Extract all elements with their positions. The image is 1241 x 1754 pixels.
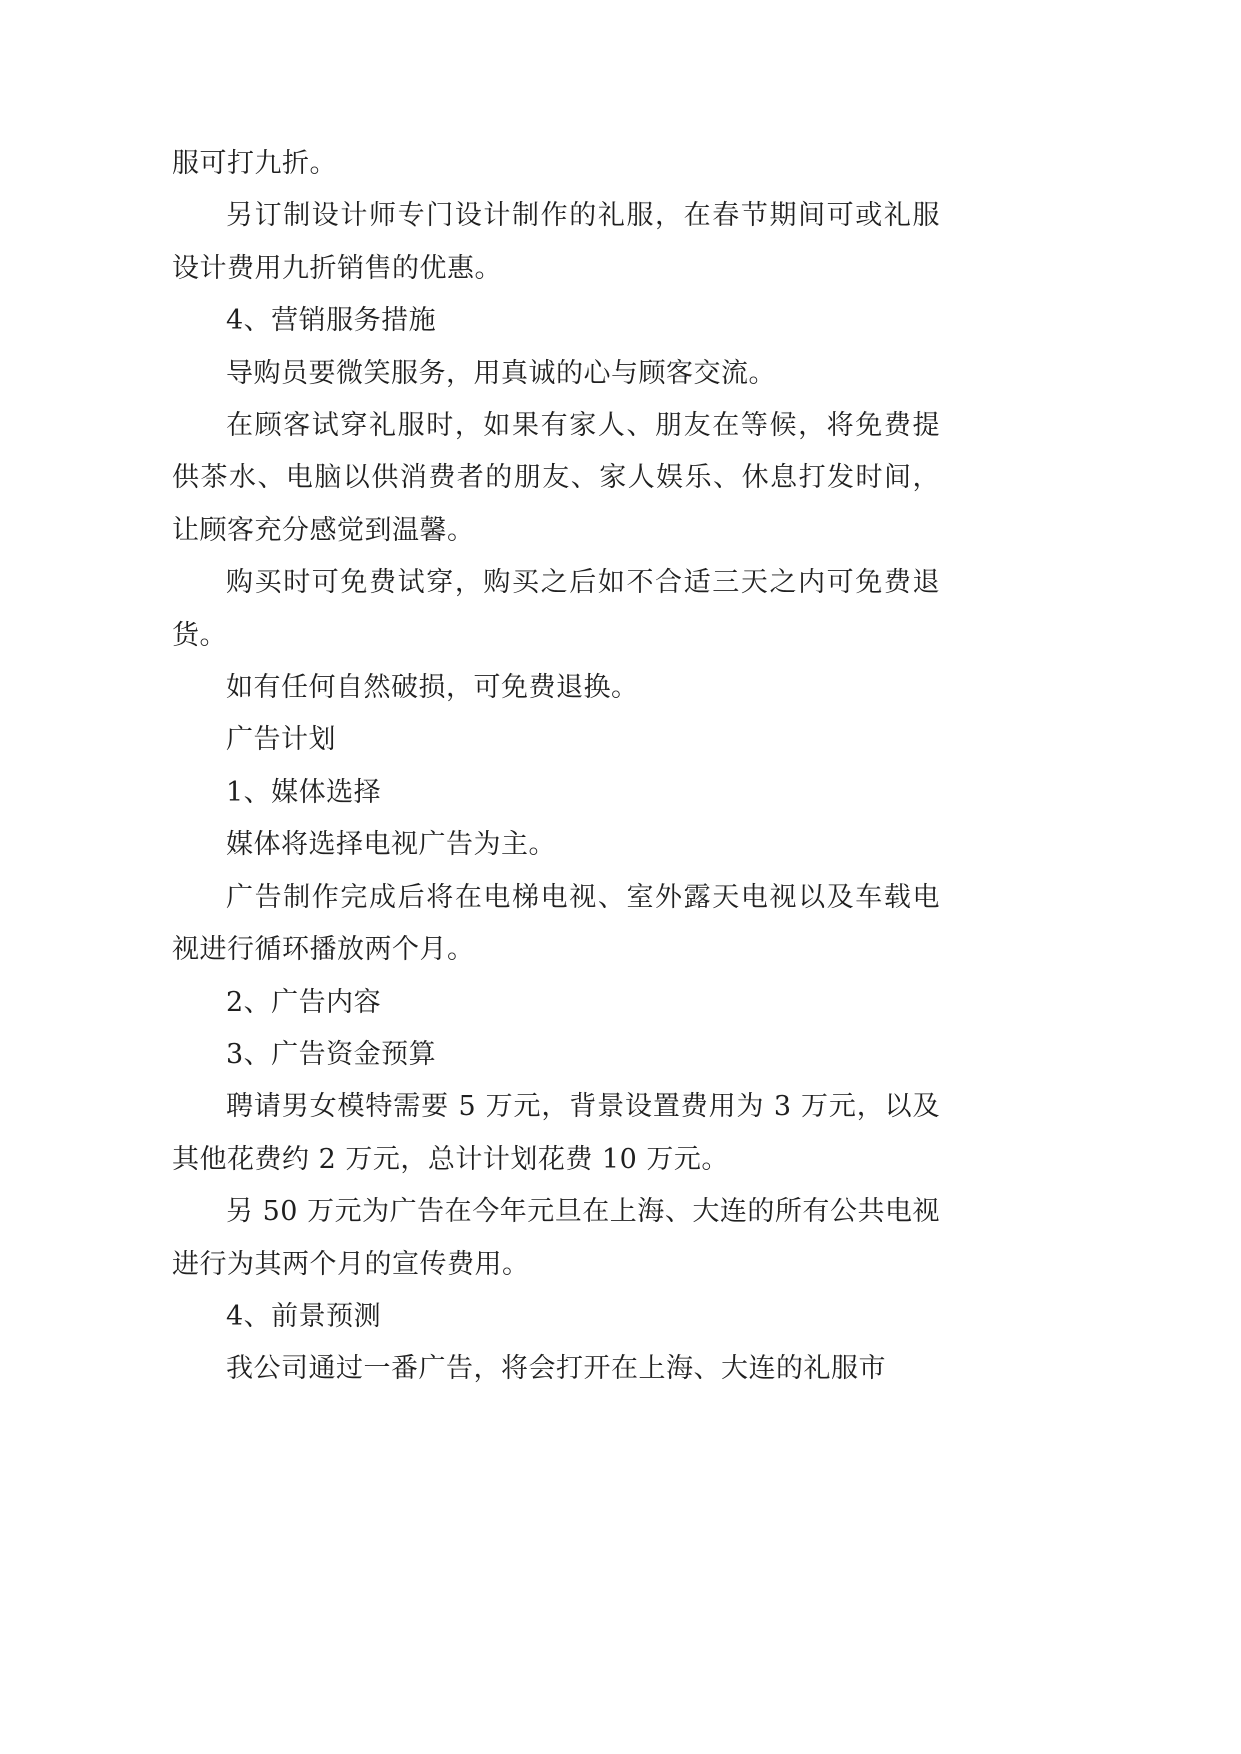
paragraph: 在顾客试穿礼服时，如果有家人、朋友在等候，将免费提供茶水、电脑以供消费者的朋友、家人娱乐、休息打发时间，让顾客充分感觉到温馨。 bbox=[172, 410, 940, 546]
section-heading: 1、媒体选择 bbox=[226, 776, 382, 808]
paragraph: 如有任何自然破损，可免费退换。 bbox=[226, 672, 639, 704]
paragraph: 导购员要微笑服务，用真诚的心与顾客交流。 bbox=[226, 357, 776, 389]
paragraph: 广告制作完成后将在电梯电视、室外露天电视以及车载电视进行循环播放两个月。 bbox=[172, 881, 940, 966]
document-body bbox=[172, 138, 940, 1396]
section-heading: 4、营销服务措施 bbox=[226, 305, 437, 337]
section-heading: 2、广告内容 bbox=[226, 986, 382, 1018]
paragraph: 我公司通过一番广告，将会打开在上海、大连的礼服市 bbox=[226, 1353, 886, 1385]
section-heading: 4、前景预测 bbox=[226, 1300, 382, 1332]
paragraph-continuation: 服可打九折。 bbox=[172, 148, 337, 179]
paragraph: 另订制设计师专门设计制作的礼服，在春节期间可或礼服设计费用九折销售的优惠。 bbox=[172, 200, 940, 284]
paragraph: 聘请男女模特需要 5 万元，背景设置费用为 3 万元，以及其他花费约 2 万元，总计计划花费 10 万元。 bbox=[172, 1091, 940, 1175]
paragraph: 购买时可免费试穿，购买之后如不合适三天之内可免费退货。 bbox=[172, 567, 940, 651]
paragraph: 另 50 万元为广告在今年元旦在上海、大连的所有公共电视进行为其两个月的宣传费用。 bbox=[172, 1196, 940, 1280]
section-heading: 广告计划 bbox=[226, 724, 336, 756]
paragraph: 媒体将选择电视广告为主。 bbox=[226, 829, 556, 861]
section-heading: 3、广告资金预算 bbox=[226, 1038, 437, 1070]
